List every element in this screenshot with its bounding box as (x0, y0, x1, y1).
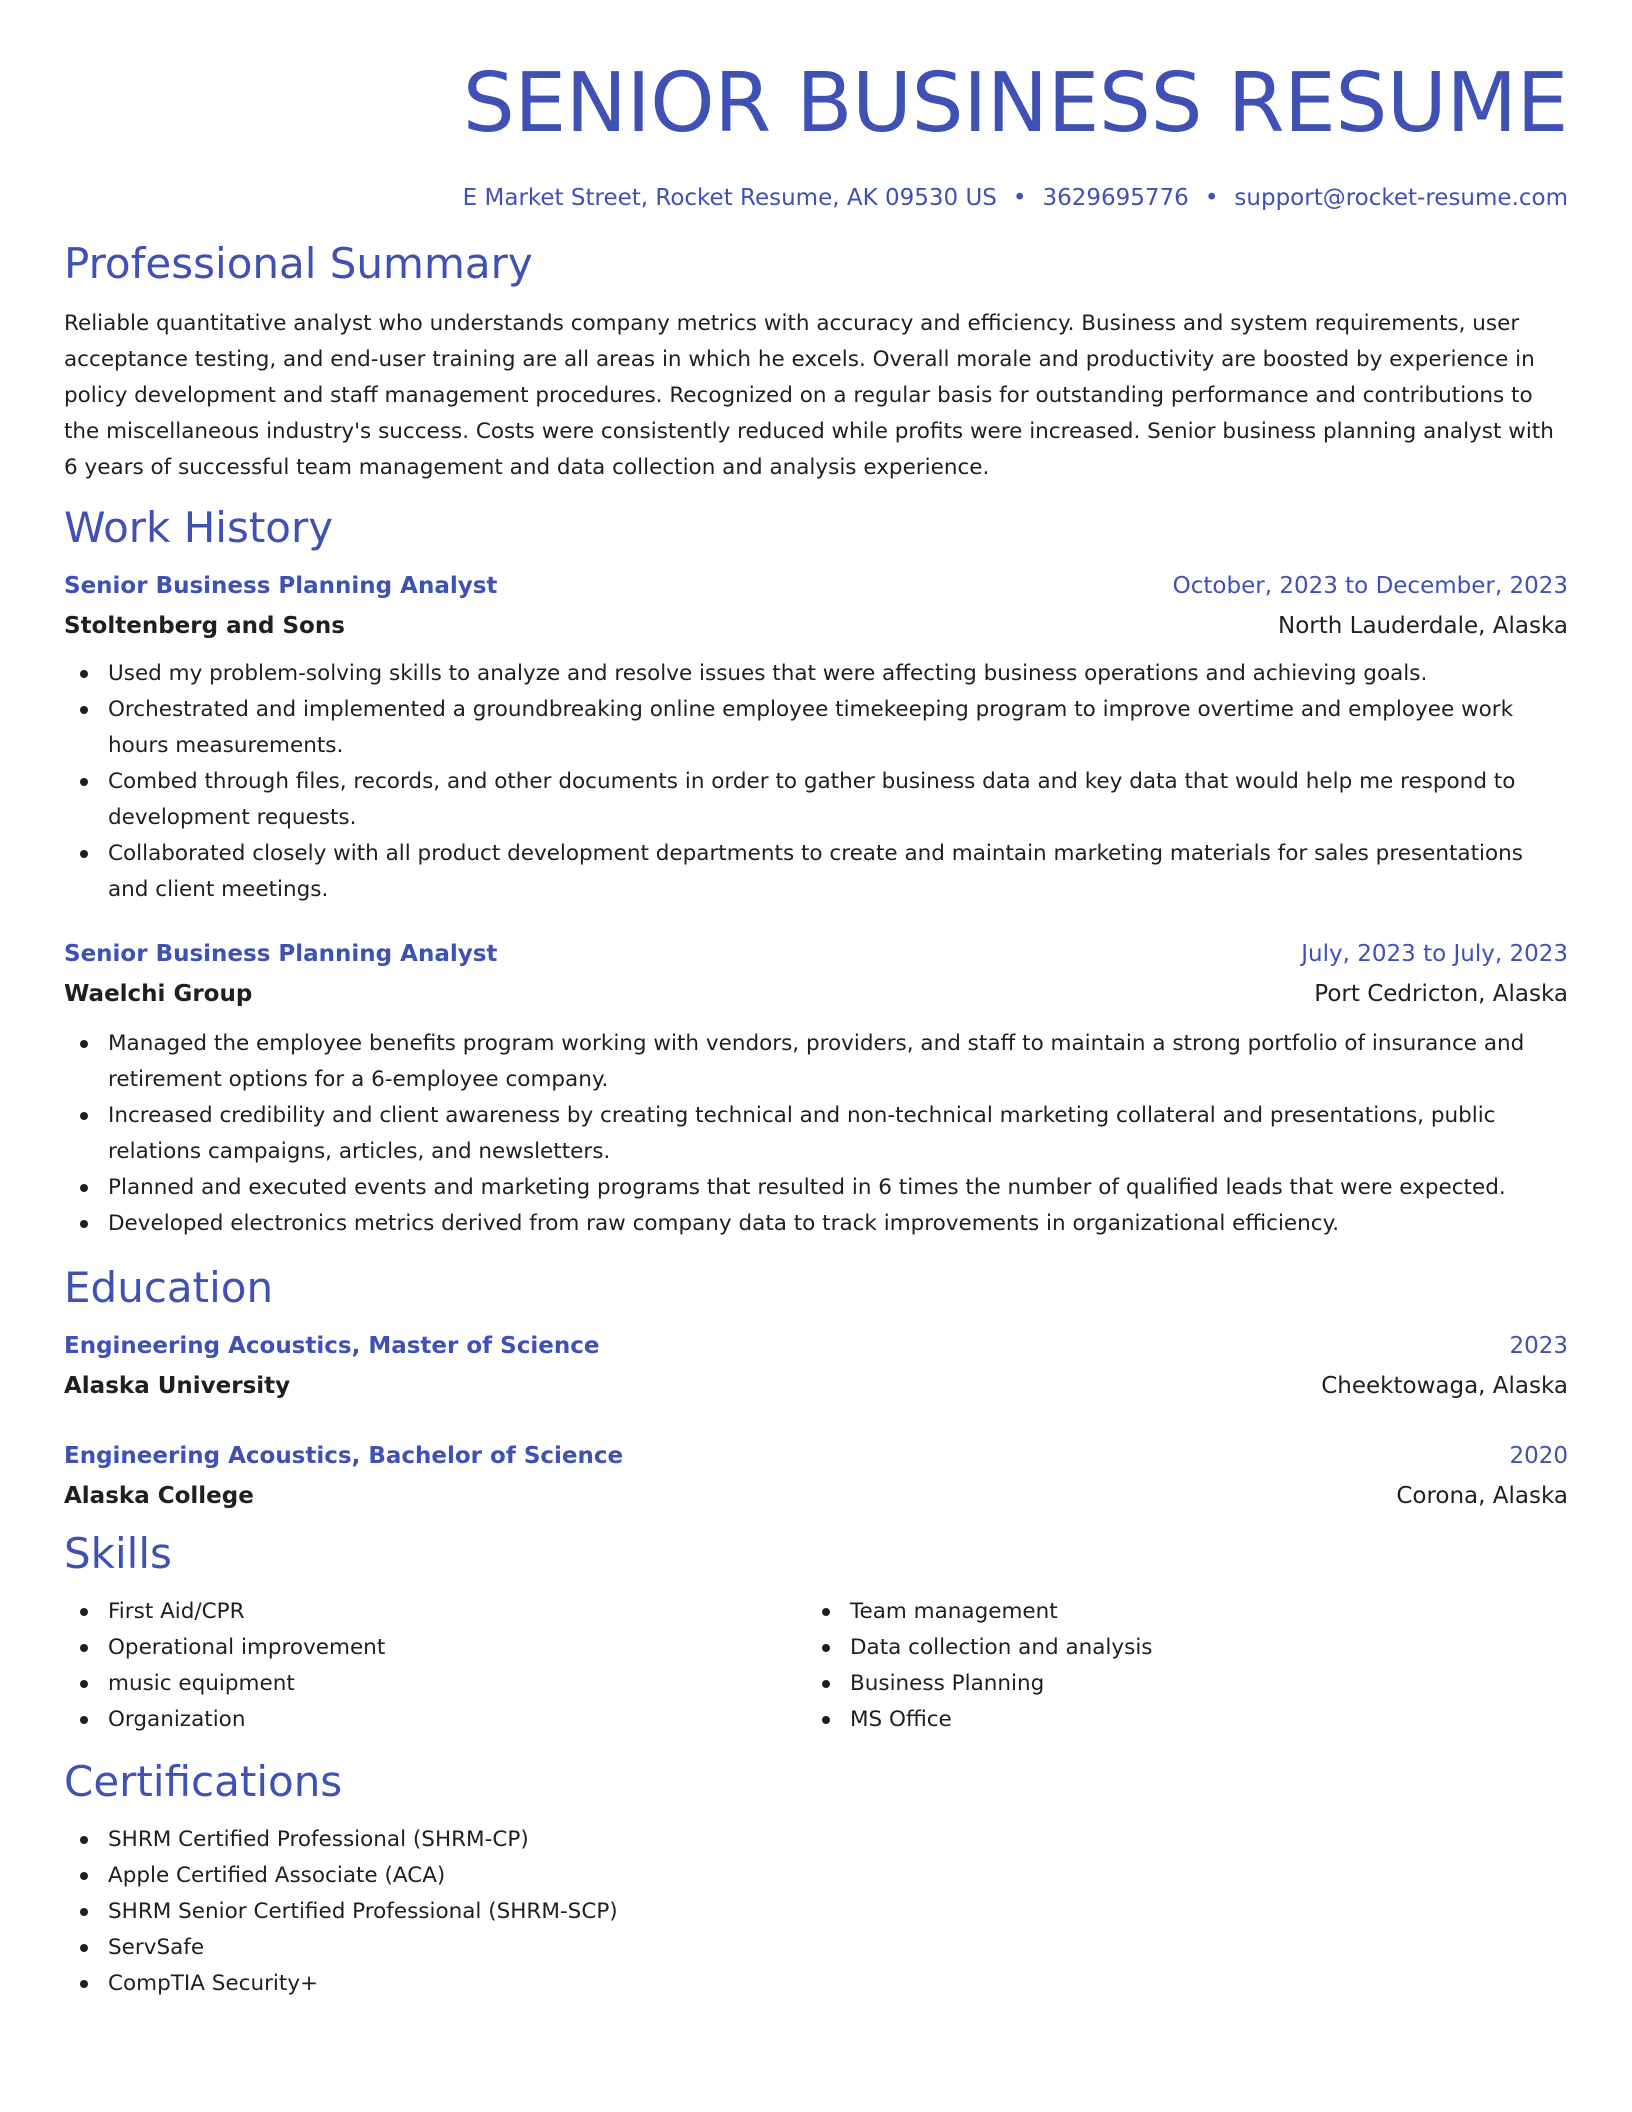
job-role: Senior Business Planning Analyst (64, 941, 498, 967)
resume-page (64, 0, 1568, 2002)
list-item: Organization (64, 1702, 806, 1738)
list-item: Orchestrated and implemented a groundbreaking online employee timekeeping program to improve overtime and employee work hours measurements. (64, 692, 1568, 764)
list-item: CompTIA Security+ (64, 1966, 1568, 2002)
list-item: MS Office (806, 1702, 1548, 1738)
certifications-list (64, 1822, 1568, 2002)
job-role: Senior Business Planning Analyst (64, 573, 498, 599)
education-school-row (64, 1366, 1568, 1406)
list-item: SHRM Certified Professional (SHRM-CP) (64, 1822, 1568, 1858)
education-location: Corona, Alaska (1396, 1483, 1568, 1509)
job-entry (64, 934, 1568, 1242)
skills-column-left (64, 1594, 806, 1738)
list-item: Operational improvement (64, 1630, 806, 1666)
certifications-heading: Certifications (64, 1757, 343, 1806)
education-degree: Engineering Acoustics, Master of Science (64, 1333, 600, 1359)
job-company: Waelchi Group (64, 981, 253, 1007)
list-item: Increased credibility and client awareness by creating technical and non-technical marketing collateral and presentations, public relations campaigns, articles, and newsletters. (64, 1098, 1568, 1170)
address-text: E Market Street, Rocket Resume, AK 09530 US (462, 185, 997, 211)
education-header-row (64, 1436, 1568, 1476)
job-bullets (64, 1026, 1568, 1242)
list-item: music equipment (64, 1666, 806, 1702)
job-location: North Lauderdale, Alaska (1278, 613, 1568, 639)
education-heading: Education (64, 1263, 274, 1312)
education-entry (64, 1436, 1568, 1516)
education-entry (64, 1326, 1568, 1406)
education-location: Cheektowaga, Alaska (1321, 1373, 1568, 1399)
summary-text: Reliable quantitative analyst who understands company metrics with accuracy and efficiency. Business and system requirements, user acceptance testing, and end-user training are all areas in which he excels. Overall morale and productivity are boosted by experience in policy development and staff management procedures. Recognized on a regular basis for outstanding performance and contributions to the miscellaneous industry's success. Costs were consistently reduced while profits were increased. Senior business planning analyst with 6 years of successful team management and data collection and analysis experience. (64, 311, 1554, 480)
list-item: Team management (806, 1594, 1548, 1630)
work-history-heading: Work History (64, 503, 334, 552)
list-item: Apple Certified Associate (ACA) (64, 1858, 1568, 1894)
job-company-row (64, 974, 1568, 1014)
list-item: Collaborated closely with all product development departments to create and maintain marketing materials for sales presentations and client meetings. (64, 836, 1568, 908)
list-item: First Aid/CPR (64, 1594, 806, 1630)
education-school: Alaska University (64, 1373, 291, 1399)
education-year: 2023 (1509, 1333, 1568, 1359)
list-item: Data collection and analysis (806, 1630, 1548, 1666)
job-entry (64, 566, 1568, 908)
skills-heading: Skills (64, 1529, 172, 1578)
job-bullets (64, 656, 1568, 908)
job-header-row (64, 934, 1568, 974)
skills-grid (64, 1594, 1568, 1738)
phone-text: 3629695776 (1042, 185, 1189, 211)
contact-separator: • (1012, 185, 1027, 211)
job-company-row (64, 606, 1568, 646)
job-header-row (64, 566, 1568, 606)
education-header-row (64, 1326, 1568, 1366)
email-link[interactable]: support@rocket-resume.com (1234, 185, 1568, 211)
list-item: SHRM Senior Certified Professional (SHRM-SCP) (64, 1894, 1568, 1930)
education-year: 2020 (1509, 1443, 1568, 1469)
job-company: Stoltenberg and Sons (64, 613, 345, 639)
list-item: Combed through files, records, and other documents in order to gather business data and key data that would help me respond to development requests. (64, 764, 1568, 836)
education-degree: Engineering Acoustics, Bachelor of Science (64, 1443, 624, 1469)
list-item: Used my problem-solving skills to analyze and resolve issues that were affecting business operations and achieving goals. (64, 656, 1568, 692)
list-item: Business Planning (806, 1666, 1548, 1702)
list-item: Developed electronics metrics derived from raw company data to track improvements in organizational efficiency. (64, 1206, 1568, 1242)
job-location: Port Cedricton, Alaska (1314, 981, 1568, 1007)
contact-line (64, 182, 1568, 214)
job-dates: July, 2023 to July, 2023 (1301, 941, 1568, 967)
education-school: Alaska College (64, 1483, 254, 1509)
resume-title: SENIOR BUSINESS RESUME (462, 56, 1568, 151)
contact-separator: • (1204, 185, 1219, 211)
list-item: Planned and executed events and marketing programs that resulted in 6 times the number of qualified leads that were expected. (64, 1170, 1568, 1206)
skills-column-right (806, 1594, 1548, 1738)
job-dates: October, 2023 to December, 2023 (1172, 573, 1568, 599)
list-item: Managed the employee benefits program working with vendors, providers, and staff to maintain a strong portfolio of insurance and retirement options for a 6-employee company. (64, 1026, 1568, 1098)
education-school-row (64, 1476, 1568, 1516)
list-item: ServSafe (64, 1930, 1568, 1966)
summary-heading: Professional Summary (64, 239, 533, 288)
